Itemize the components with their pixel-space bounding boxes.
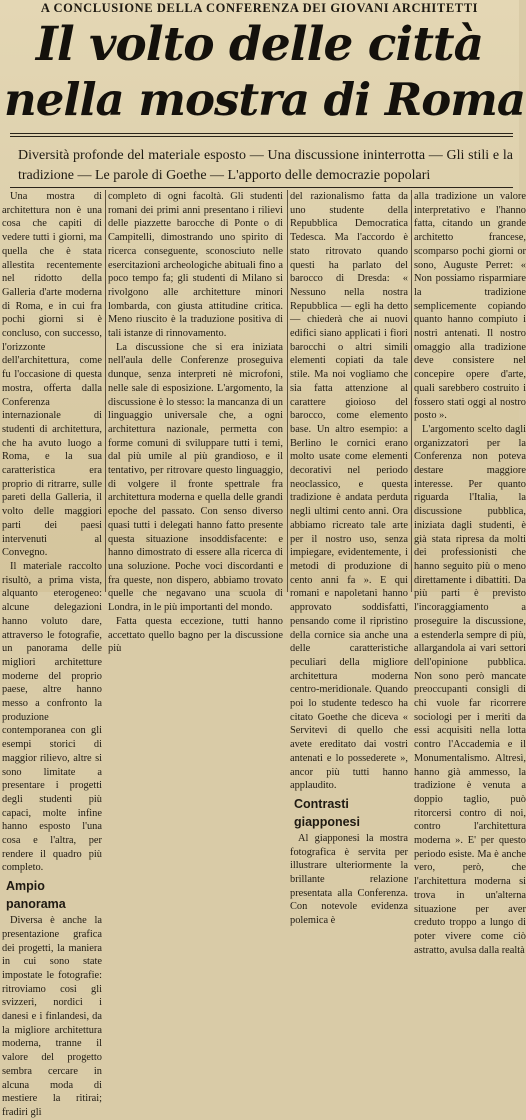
paragraph: Una mostra di architettura non è una cosa che capiti di vedere tutti i giorni, ma quella che è stata allestita recentemente nel ridotto della Galleria d'arte moderna di Roma, e in cui fra pochi giorni si è concluso, con successo, l'orizzonte dell'architettura, come fu l'occasione di questa mostra, offerta dalla Conferenza internazionale di studenti di architettura, che ha avuto luogo a Roma, e la sua caratteristica era proprio di ritrarre, sulle pareti della Galleria, il volto delle maggiori parti dei paesi intervenuti al Convegno. bbox=[2, 191, 102, 559]
column-divider bbox=[105, 190, 106, 592]
kicker: A CONCLUSIONE DELLA CONFERENZA DEI GIOVANI ARCHITETTI bbox=[40, 1, 479, 15]
column-divider bbox=[287, 190, 288, 592]
article-column-4 bbox=[414, 190, 526, 956]
headline-rule bbox=[10, 133, 513, 134]
paragraph: alla tradizione un valore interpretativo e l'hanno fatta, citando un grande architetto francese, scomparso pochi giorni or sono, Auguste Perret: « Non possiamo risparmiare la tradizione semplicemente copiando quanto hanno compiuto i nostri antenati. Il nostro omaggio alla tradizione deve consistere nel concepire opere d'arte, quali sarebbero costruito i fossero stati oggi al nostro posto ». bbox=[414, 191, 526, 422]
paragraph: Il materiale raccolto risultò, a prima vista, alquanto eterogeneo: alcune delegazioni hanno voluto dare, attraverso le fotografie, un panorama delle migliori architetture moderne del proprio paese, altre hanno messo a confronto la produzione contemporanea con gli esempi storici di maggior rilievo, altre si sono limitate a presentare i progetti degli studenti più capaci, molte infine hanno esposto l'una cosa e l'altra, per rendere il quadro più completo. bbox=[2, 560, 102, 874]
subhead-rule bbox=[10, 187, 513, 188]
subheadline: Diversità profonde del materiale esposto — Una discussione ininterrotta — Gli stili e la tradizione — Le parole di Goethe — L'apporto delle democrazie popolari bbox=[18, 148, 513, 183]
paragraph: Fatta questa eccezione, tutti hanno accettato quello bagno per la discussione più bbox=[108, 615, 283, 655]
paragraph: Diversa è anche la presentazione grafica dei progetti, la maniera in cui sono state impostate le fotografie: ritroviamo cosi gli svizzeri, nordici i danesi e i finlandesi, da la migliore architettura moderna, tranne il valore del progetto sembra cercare in alcuna moda di mestiere la ritirai; fradiri gli bbox=[2, 915, 102, 1118]
article-column-3 bbox=[290, 190, 408, 927]
column-divider bbox=[411, 190, 412, 592]
headline-line-2: nella mostra di Roma bbox=[4, 73, 526, 126]
paragraph: L'argomento scelto dagli organizzatori per la Conferenza non poteva destare maggiore interesse. Per quanto riguarda l'Italia, la discussione pubblica, iniziata dagli studenti, è già stata ripresa da molti dei professionisti che hanno seguito più o meno direttamente i dibattiti. Da più parti è previsto l'incoraggiamento a proseguire la discussione, a estenderla sempre di più, allargandola ai vari settori dell'opinione pubblica. Non sono però mancate preoccupanti consigli di chi vuole far ricorrere sociologi per i meriti da essi acquisiti nella lotta contro l'Accademia e il Monumentalismo. Altresì, hanno già ammesso, la tradizione è venuta a doppio taglio, può ritorcersi contro di noi, contro l'architettura moderna ». E' per questo periodo esiste. Ma è anche vero, però, che l'architettura moderna si trova in un'alterna situazione per aver creduto troppo a lungo di poter vivere come ciò astratto, avulsa dalla realtà bbox=[414, 423, 526, 956]
article-column-2 bbox=[108, 190, 283, 655]
section-heading: Ampio panorama bbox=[6, 879, 66, 912]
paragraph: Al giapponesi la mostra fotografica è servita per illustrare ulteriormente la brillante relazione presentata alla Conferenza. Con notevole evidenza polemica è bbox=[290, 832, 408, 927]
paragraph: La discussione che si era iniziata nell'aula delle Conferenze proseguiva dunque, senza interpreti nè microfoni, nelle sale di esposizione. L'argomento, la discussione è lo stesso: la mancanza di un linguaggio universale che, a ogni architettura nazionale, permetta con forme comuni di sviluppare tutti i temi, dal più umile al più grandioso, e il tentativo, per ritrovare questo linguaggio, di volgere il fronte spettrale fra architettura moderna e quella delle grandi epoche del passato. Con senso diverso quasi tutti i delegati hanno fatto presente questa situazione insoddisfacente: e hanno dimostrato di essere alla ricerca di una soluzione. Poche voci discordanti e fra queste, non dispero, abbiamo trovato quelle che negavano una scuola di Londra, in le più importanti del mondo. bbox=[108, 341, 283, 614]
paragraph: completo di ogni facoltà. Gli studenti romani dei primi anni presentano i rilievi delle piazzette barocche di Ponte o di Campitelli, dimostrando uno spirito di ricerca conseguente, sconosciuto nelle esercitazioni archeologiche abituali fino a poco tempo fa; gli studenti di Milano si rivolgono alle architetture minori lombarda, con giusta attitudine critica. Meno riuscito è la traduzione positiva di tali istanze di rinnovamento. bbox=[108, 191, 283, 340]
paragraph: del razionalismo fatta da uno studente della Repubblica Democratica Tedesca. Ma l'accordo è stato ritrovato quando questi ha parlato del barocco di Dresda: « Nessuno nella nostra Repubblica — egli ha detto — chiederà che ai nuovi edifici siano applicati i fiori barocchi o altri simili elementi copiati da tale stile. Ma noi vogliamo che sia fatta attenzione al carattere gioioso del barocco, come elemento base. Un altro esempio: a Berlino le cornici erano molto usate come elementi decorativi nel periodo neoclassico, e questa tradizione è andata perduta negli ultimi cento anni. Ora abbiamo ricreato tale arte per il nostro uso, senza impiegare, evidentemente, i metodi di produzione di cento anni fa ». E qui romani e napoletani hanno approvato soddisfatti, pensando come il ripristino della cornice sia anche una delle caratteristiche peculiari della migliore architettura moderna centro-meridionale. Quando poi lo studente tedesco ha citato Goethe che dicevа « Servitevi di quello che avete ereditato dai vostri antenati e lo possederete », ancor più tutti hanno applaudito. bbox=[290, 191, 408, 792]
article-column-1 bbox=[2, 190, 102, 1118]
headline-line-1: Il volto delle città bbox=[35, 17, 484, 72]
section-heading: Contrasti giapponesi bbox=[294, 796, 360, 829]
headline-rule-double bbox=[10, 136, 513, 137]
